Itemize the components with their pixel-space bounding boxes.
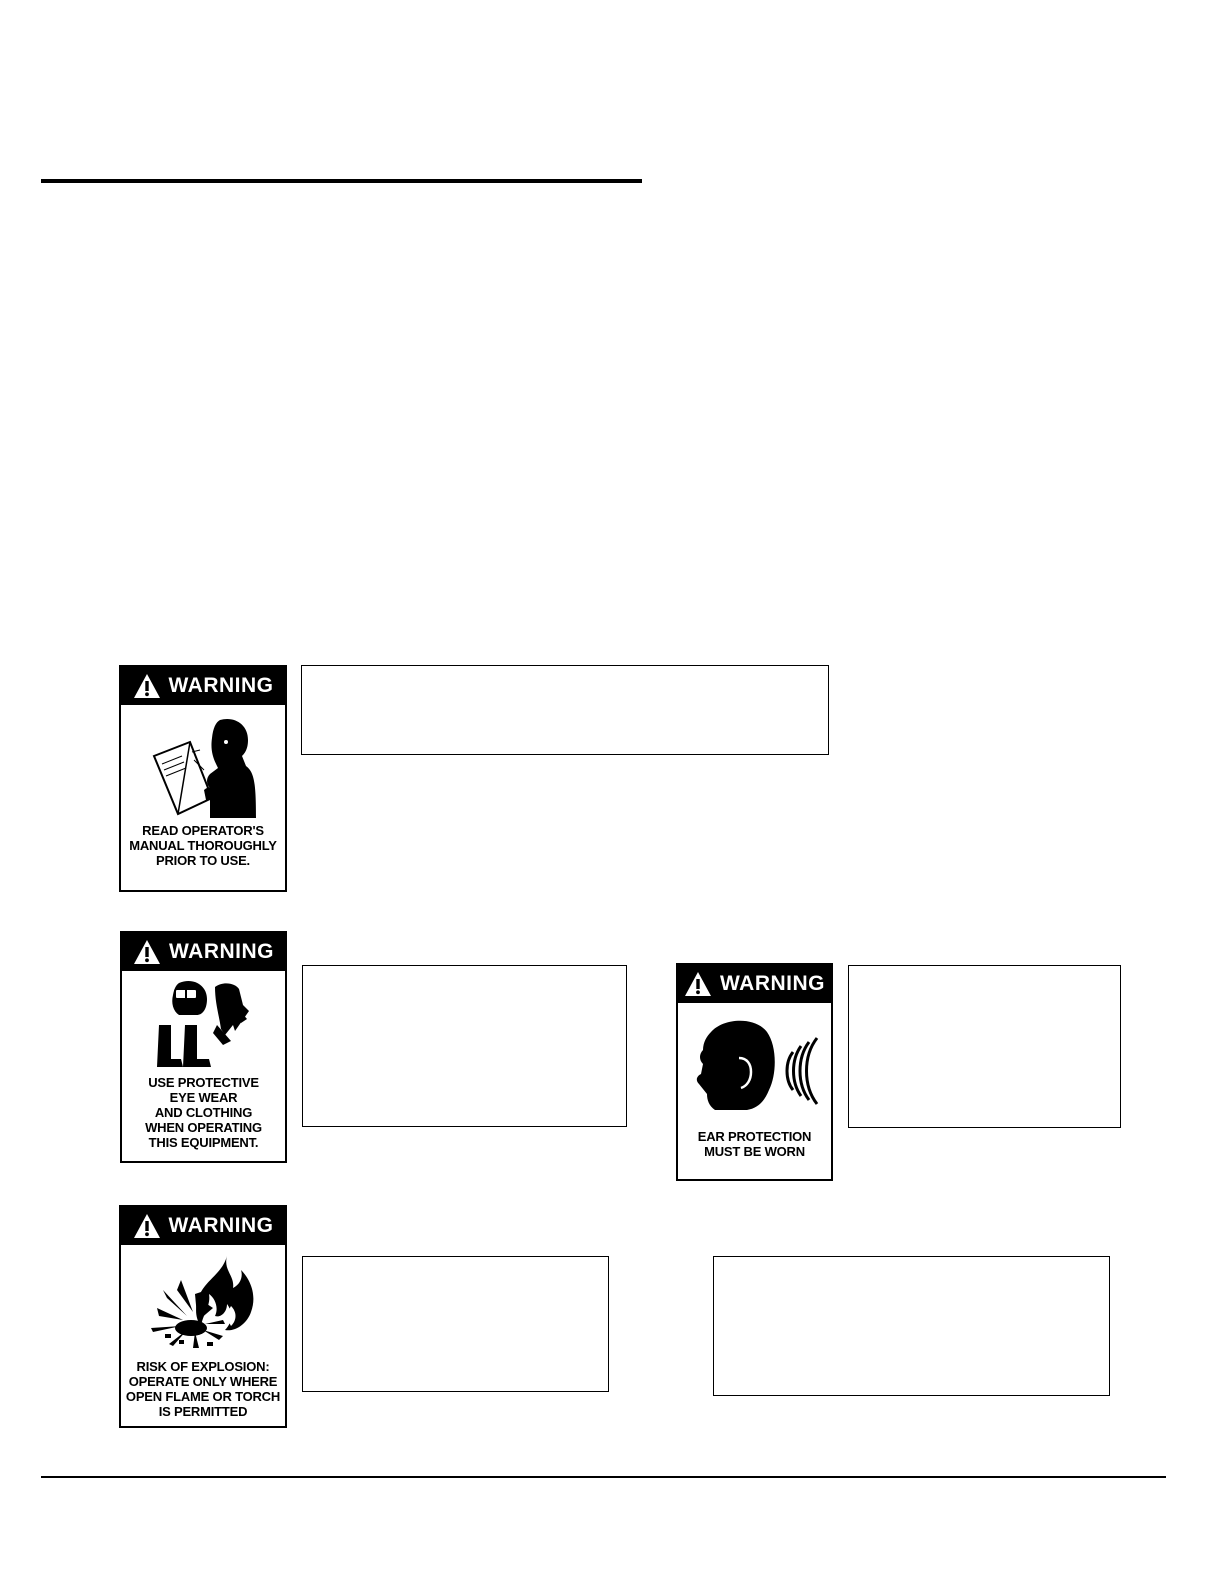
text-box-5 [713,1256,1110,1396]
ear-protection-icon [678,1003,831,1129]
text-box-1 [301,665,829,755]
warning-header-text: WARNING [169,940,274,963]
read-manual-icon [121,705,285,823]
warning-triangle-icon [133,1213,161,1239]
warning-sign-risk-of-explosion [119,1205,287,1428]
warning-header [121,667,285,705]
text-box-4 [302,1256,609,1392]
warning-header-text: WARNING [168,674,274,697]
sign-caption: READ OPERATOR'S MANUAL THOROUGHLY PRIOR TO USE. [129,823,277,868]
protective-gear-icon [122,971,285,1075]
text-box-3 [848,965,1121,1128]
warning-triangle-icon [133,673,161,699]
warning-sign-ear-protection [676,963,833,1181]
warning-header-text: WARNING [720,972,825,995]
sign-caption: USE PROTECTIVE EYE WEAR AND CLOTHING WHEN OPERATING THIS EQUIPMENT. [145,1075,262,1150]
warning-header [678,965,831,1003]
sign-caption: EAR PROTECTION MUST BE WORN [697,1129,812,1159]
footer-rule [41,1476,1166,1478]
text-box-2 [302,965,627,1127]
warning-header [122,933,285,971]
warning-triangle-icon [684,971,712,997]
warning-header-text: WARNING [168,1214,274,1237]
warning-header [121,1207,285,1245]
section-heading-rule [41,179,642,183]
explosion-fire-icon [121,1245,285,1359]
sign-caption: RISK OF EXPLOSION: OPERATE ONLY WHERE OPEN FLAME OR TORCH IS PERMITTED [125,1359,281,1419]
warning-sign-read-manual [119,665,287,892]
warning-sign-protective-eyewear [120,931,287,1163]
warning-triangle-icon [133,939,161,965]
